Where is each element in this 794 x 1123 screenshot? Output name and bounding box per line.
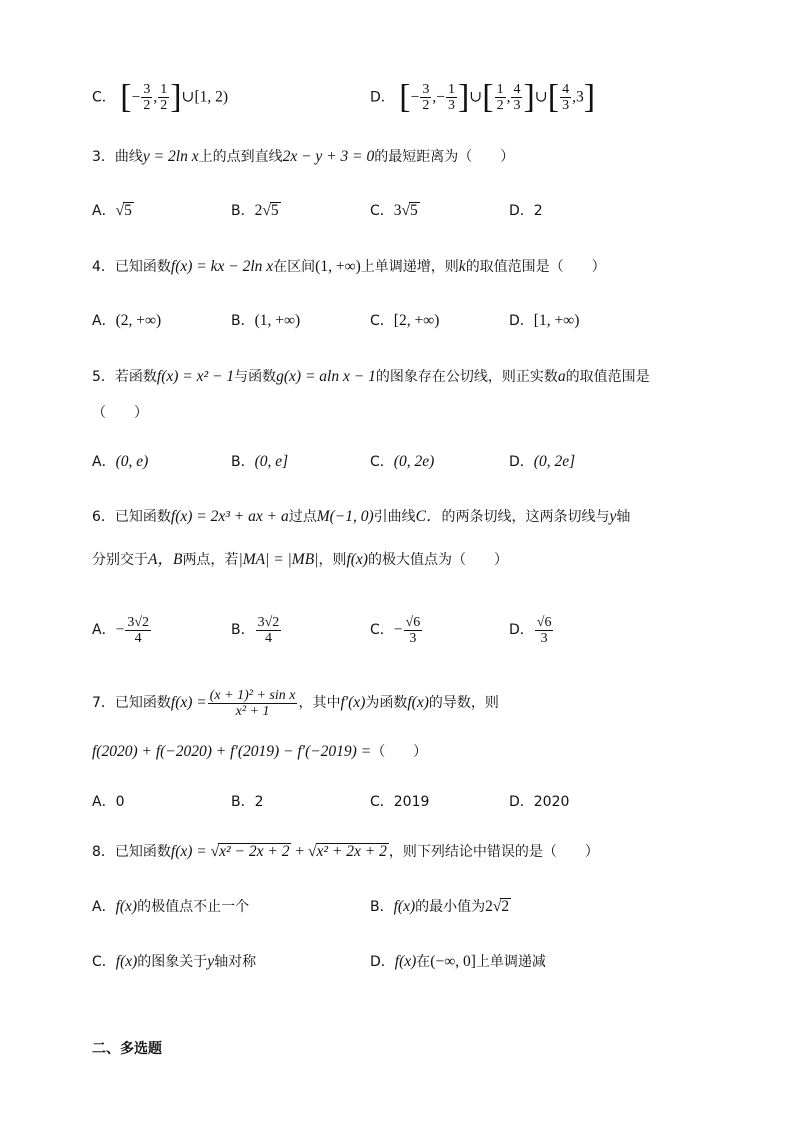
radicand: 2 (501, 898, 510, 915)
q4-option-b (231, 311, 300, 331)
numerator: 4 (513, 82, 521, 97)
fraction (158, 82, 169, 113)
option-label: C． (92, 954, 116, 970)
option-value: [2, +∞) (393, 312, 440, 329)
q7-option-a: A．0 (92, 794, 125, 810)
q5-option-d (509, 452, 575, 472)
option-value: (0, e] (254, 453, 289, 470)
math: a (557, 368, 566, 385)
math: f(x) (115, 953, 138, 970)
radicand: 5 (270, 202, 279, 219)
minus: − (393, 621, 403, 638)
text: 轴对称 (214, 954, 257, 970)
math: f(x) = x² − 1 (156, 368, 235, 385)
coefficient: 2 (254, 202, 263, 219)
coefficient: 3 (393, 202, 402, 219)
interval-end: 3 (576, 88, 584, 106)
denominator: 2 (160, 98, 168, 113)
denominator: 2 (143, 98, 151, 113)
radicand: 5 (410, 202, 418, 219)
q6-option-c (370, 612, 423, 648)
q3-option-d: D．2 (509, 203, 543, 219)
math: A，B (148, 551, 183, 568)
math: f(x) (393, 898, 416, 915)
radicand: x² + 2x + 2 (316, 843, 387, 860)
question-5-paren: （ ） (92, 405, 148, 421)
question-5 (92, 367, 650, 387)
text: ，其中 (298, 695, 341, 711)
math: |MA| = |MB| (238, 551, 319, 568)
option-value: (0, 2e) (393, 453, 435, 470)
math: 2x − y + 3 = 0 (282, 148, 375, 165)
math: f(x) (407, 694, 429, 711)
text: 的图象存在公切线，则正实数 (375, 369, 558, 385)
math: f(x) = (170, 843, 211, 860)
question-number: 4． (92, 259, 115, 275)
text: 的最小值为 (415, 899, 486, 915)
text: 的两条切线，这两条切线与 (441, 509, 610, 525)
text: 上单调递增，则 (360, 259, 459, 275)
math: C． (415, 508, 442, 525)
numerator: 4 (562, 82, 570, 97)
math: (1, +∞) (315, 258, 361, 275)
option-label: A． (92, 454, 116, 470)
question-7 (92, 685, 499, 721)
numerator: 1 (447, 82, 455, 97)
numerator: 3 (422, 82, 430, 97)
math: f′(x) (340, 694, 366, 711)
math: k (458, 258, 466, 275)
numerator: 3 (143, 82, 151, 97)
q2-option-c: C． [− $\frac{3}{2}$ , $\frac{1}{2}$ ]∪[1, 2) (92, 78, 229, 116)
q6-option-a (92, 612, 152, 648)
coefficient: 2 (485, 898, 493, 915)
text: 已知函数 (114, 844, 171, 860)
question-number: 6． (92, 509, 115, 525)
question-4 (92, 257, 606, 277)
text: ，则 (318, 552, 347, 568)
bracket: [ (120, 78, 132, 116)
text: 的取值范围是（ ） (465, 259, 606, 275)
section-heading: 二、多选题 (92, 1041, 162, 1057)
option-label: A． (92, 622, 116, 638)
denominator: 2 (496, 98, 504, 113)
option-label: C． (370, 454, 394, 470)
math: y = 2ln x (142, 148, 199, 165)
question-number: 3． (92, 149, 115, 165)
q8-option-d (370, 952, 546, 972)
fraction (256, 615, 282, 646)
q5-option-c (370, 452, 434, 472)
text: 曲线 (114, 149, 143, 165)
option-value: (1, +∞) (254, 312, 301, 329)
q7-option-c: C．2019 (370, 794, 430, 810)
q8-option-c (92, 952, 256, 972)
q8-option-a (92, 897, 249, 917)
text: 的极大值点为（ ） (367, 552, 508, 568)
text: 的极值点不止一个 (137, 899, 250, 915)
q3-option-b: B．2√5 (231, 202, 279, 219)
denominator: 4 (264, 630, 272, 646)
numerator: 3√2 (127, 614, 150, 630)
option-label: D． (509, 454, 534, 470)
text: 在 (416, 954, 431, 970)
option-label: A． (92, 313, 116, 329)
q5-option-a (92, 452, 148, 472)
interval: [1, 2) (194, 88, 229, 106)
option-label: B． (370, 899, 394, 915)
denominator: 3 (409, 630, 417, 646)
text: 已知函数 (114, 509, 171, 525)
math: y (609, 508, 617, 525)
option-label: C． (370, 203, 394, 219)
minus: − (131, 88, 141, 106)
text: 若函数 (114, 369, 157, 385)
option-label: C． (370, 622, 394, 638)
q5-option-b (231, 452, 288, 472)
text: 分别交于 (92, 552, 148, 568)
math: f(x) = (170, 694, 207, 711)
text: ，则下列结论中错误的是（ ） (388, 844, 599, 860)
numerator: 1 (496, 82, 504, 97)
q4-option-c (370, 311, 439, 331)
math: f(2020) + f(−2020) + f′(2019) − f′(−2019) = (92, 743, 372, 760)
numerator: √6 (405, 614, 421, 630)
option-label: C． (92, 89, 116, 106)
text: 为函数 (365, 695, 408, 711)
numerator: √6 (536, 614, 552, 630)
text: 过点 (288, 509, 317, 525)
denominator: x² + 1 (235, 703, 270, 719)
math: (−∞, 0] (430, 953, 476, 970)
option-label: B． (231, 203, 255, 219)
text: 已知函数 (114, 695, 171, 711)
option-label: D． (370, 954, 395, 970)
text: 上的点到直线 (198, 149, 283, 165)
text: 的导数，则 (428, 695, 499, 711)
text: 的取值范围是 (565, 369, 650, 385)
fraction (560, 82, 571, 113)
fraction (420, 82, 431, 113)
option-label: D． (509, 313, 534, 329)
q6-option-b (231, 612, 282, 648)
q3-option-c: C．3√5 (370, 202, 418, 219)
math: f(x) = kx − 2ln x (170, 258, 274, 275)
q6-option-d (509, 612, 554, 648)
denominator: 2 (422, 98, 430, 113)
denominator: 4 (134, 630, 142, 646)
option-label: D． (509, 622, 534, 638)
question-7-line-2 (92, 742, 427, 762)
text: 的图象关于 (137, 954, 208, 970)
option-label: B． (231, 622, 255, 638)
option-value: (0, e) (115, 453, 149, 470)
option-value: (0, 2e] (533, 453, 576, 470)
radicand: 5 (124, 202, 132, 219)
q4-option-a (92, 311, 161, 331)
numerator: 1 (160, 82, 168, 97)
q3-option-a: A．√5 (92, 202, 132, 219)
math: f(x) = 2x³ + ax + a (170, 508, 289, 525)
fraction (495, 82, 506, 113)
option-label: A． (92, 203, 116, 219)
fraction (208, 688, 298, 719)
text: 在区间 (273, 259, 316, 275)
fraction (446, 82, 457, 113)
q4-option-d (509, 311, 579, 331)
math: y (207, 953, 215, 970)
q7-option-b: B．2 (231, 794, 264, 810)
option-label: D． (370, 89, 395, 106)
question-number: 7． (92, 695, 115, 711)
q2-option-d: D． [− $\frac{3}{2}$ ,− $\frac{1}{3}$ ]∪[ $\frac{1}{2}$ , $\frac{4}{3}$ ]∪[ $\frac{4}{3}$ ,3] (370, 78, 596, 116)
question-number: 5． (92, 369, 115, 385)
option-label: C． (370, 313, 394, 329)
radicand: x² − 2x + 2 (219, 843, 290, 860)
denominator: 3 (540, 630, 548, 646)
text: （ ） (371, 744, 428, 760)
option-label: A． (92, 899, 116, 915)
bracket: ] (170, 78, 182, 116)
option-label: B． (231, 454, 255, 470)
text: 上单调递减 (475, 954, 546, 970)
fraction (141, 82, 152, 113)
question-8: 8．已知函数f(x) = √x² − 2x + 2 + √x² + 2x + 2 ，则下列结论中错误的是（ ） (92, 843, 599, 860)
question-6 (92, 507, 630, 527)
text: 引曲线 (373, 509, 416, 525)
text: 的最短距离为（ ） (374, 149, 515, 165)
fraction (125, 615, 151, 646)
question-6-line-2 (92, 550, 508, 570)
plus: + (291, 843, 308, 860)
q8-option-b: B．f(x)的最小值为2√2 (370, 898, 510, 915)
option-label: B． (231, 313, 255, 329)
fraction (404, 615, 423, 646)
text: 两点，若 (182, 552, 239, 568)
text: 轴 (616, 509, 631, 525)
numerator: 3√2 (257, 614, 280, 630)
math: f(x) (394, 953, 417, 970)
denominator: 3 (447, 98, 455, 113)
q7-option-d: D．2020 (509, 794, 570, 810)
question-3 (92, 147, 514, 167)
math: g(x) = aln x − 1 (276, 368, 376, 385)
option-value: (2, +∞) (115, 312, 162, 329)
math: M(−1, 0) (316, 508, 374, 525)
minus: − (115, 621, 125, 638)
fraction (511, 82, 522, 113)
option-value: [1, +∞) (533, 312, 580, 329)
fraction (535, 615, 554, 646)
math: f(x) (115, 898, 138, 915)
math: f(x) (346, 551, 368, 568)
text: 与函数 (234, 369, 277, 385)
denominator: 3 (513, 98, 521, 113)
denominator: 3 (562, 98, 570, 113)
text: 已知函数 (114, 259, 171, 275)
question-number: 8． (92, 844, 115, 860)
numerator: (x + 1)² + sin x (209, 687, 296, 703)
